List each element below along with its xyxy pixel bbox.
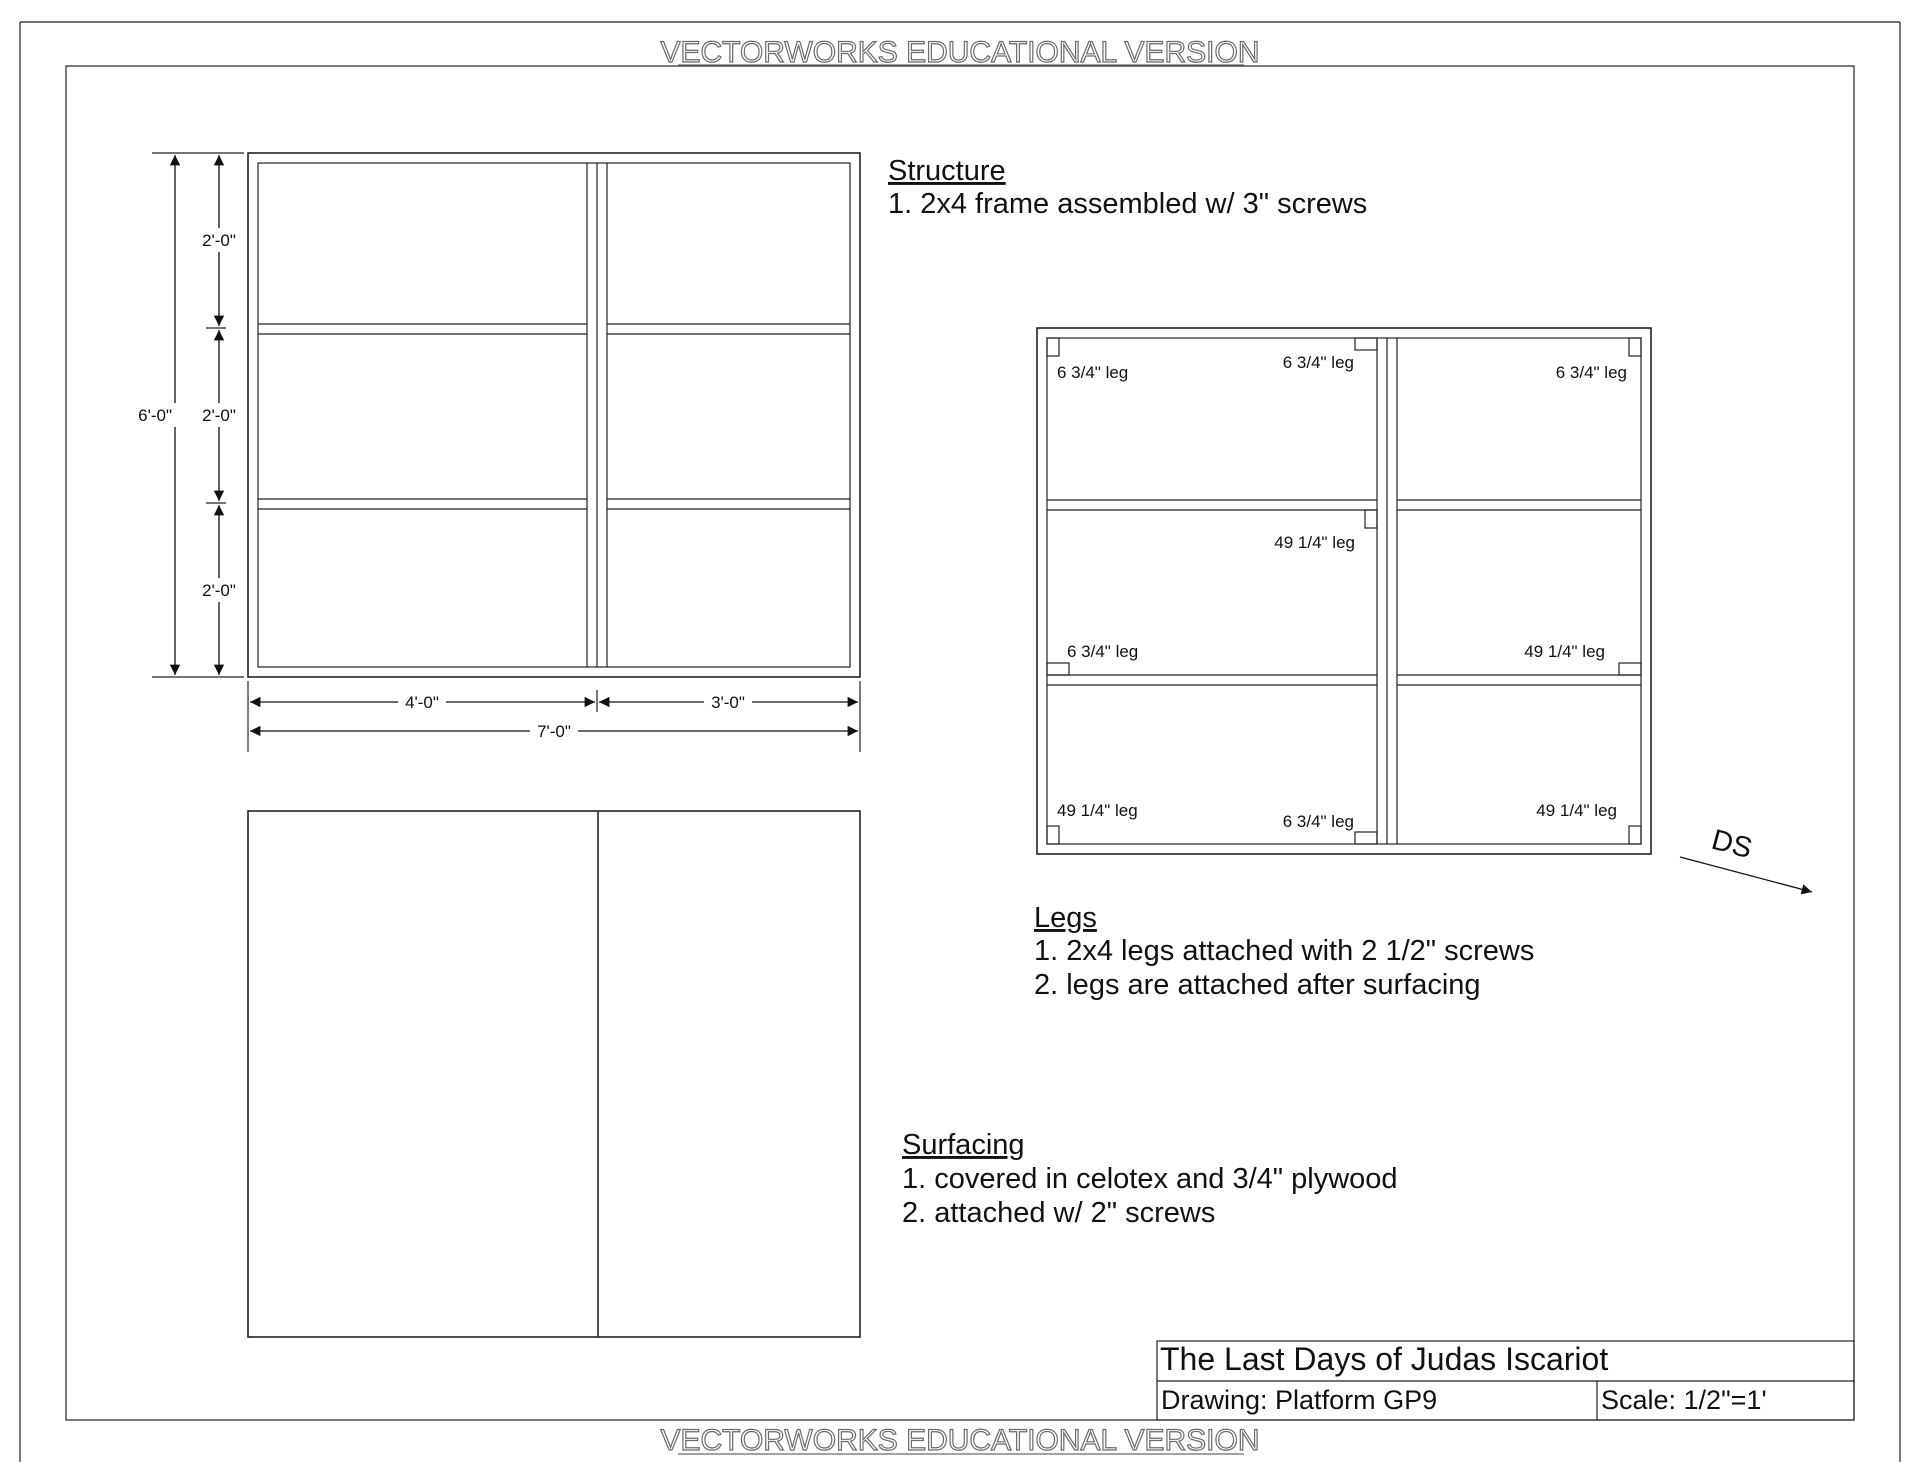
leg-label: 6 3/4" leg <box>1282 353 1354 372</box>
frame-inner <box>258 163 850 667</box>
dim-top-section-label: 2'-0" <box>202 231 236 250</box>
legs-plan <box>1037 328 1651 854</box>
watermark-bottom: VECTORWORKS EDUCATIONAL VERSION <box>660 1424 1260 1457</box>
dim-right-width-label: 3'-0" <box>711 693 745 712</box>
downstage-label: DS <box>1708 823 1756 866</box>
leg-label: 6 3/4" leg <box>1057 363 1129 382</box>
dim-mid-section-label: 2'-0" <box>202 406 236 425</box>
leg-marker <box>1355 832 1377 844</box>
dim-bottom-section-label: 2'-0" <box>202 581 236 600</box>
leg-label: 49 1/4" leg <box>1274 533 1355 552</box>
legs-frame-inner <box>1047 338 1641 844</box>
leg-label: 6 3/4" leg <box>1067 642 1139 661</box>
watermark-top: VECTORWORKS EDUCATIONAL VERSION <box>660 36 1260 69</box>
leg-marker <box>1047 663 1069 675</box>
surfacing-item: 2. attached w/ 2" screws <box>902 1197 1216 1229</box>
leg-marker <box>1355 338 1377 350</box>
downstage-indicator <box>1680 824 1812 892</box>
leg-label: 49 1/4" leg <box>1057 801 1138 820</box>
surfacing-heading: Surfacing <box>902 1129 1025 1161</box>
surfacing-outer <box>248 811 860 1337</box>
leg-label: 6 3/4" leg <box>1555 363 1627 382</box>
surfacing-item: 1. covered in celotex and 3/4" plywood <box>902 1163 1398 1195</box>
legs-frame-outer <box>1037 328 1651 854</box>
title-block-scale: Scale: 1/2"=1' <box>1601 1385 1767 1415</box>
leg-marker <box>1629 826 1641 844</box>
structure-item: 1. 2x4 frame assembled w/ 3" screws <box>888 188 1368 220</box>
structure-heading: Structure <box>888 155 1006 187</box>
legs-item: 2. legs are attached after surfacing <box>1034 969 1481 1001</box>
legs-item: 1. 2x4 legs attached with 2 1/2" screws <box>1034 935 1535 967</box>
leg-label: 49 1/4" leg <box>1524 642 1605 661</box>
title-block-drawing: Drawing: Platform GP9 <box>1161 1385 1438 1415</box>
dim-left-width-label: 4'-0" <box>405 693 439 712</box>
dim-total-height-label: 6'-0" <box>138 406 172 425</box>
leg-label: 6 3/4" leg <box>1282 812 1354 831</box>
frame-outer <box>248 153 860 677</box>
title-block-title: The Last Days of Judas Iscariot <box>1160 1341 1609 1377</box>
legs-heading: Legs <box>1034 902 1097 934</box>
frame-plan <box>138 153 860 752</box>
dim-total-width-label: 7'-0" <box>537 722 571 741</box>
leg-marker <box>1047 826 1059 844</box>
leg-marker <box>1619 663 1641 675</box>
leg-marker <box>1047 338 1059 356</box>
leg-marker <box>1365 510 1377 528</box>
surfacing-plan <box>248 811 860 1337</box>
leg-marker <box>1629 338 1641 356</box>
leg-label: 49 1/4" leg <box>1536 801 1617 820</box>
title-block <box>1157 1341 1854 1420</box>
